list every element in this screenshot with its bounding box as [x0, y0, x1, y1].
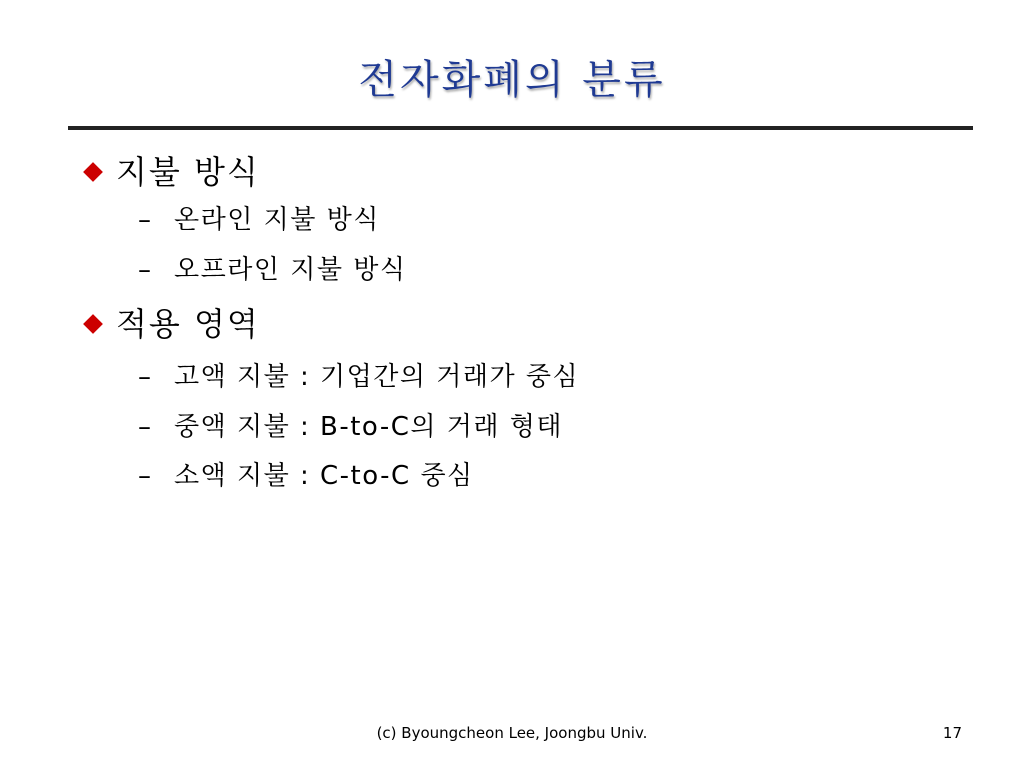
sub-bullet-label: 중액 지불 : B-to-C의 거래 형태: [174, 412, 563, 442]
dash-marker: –: [138, 205, 151, 235]
dash-marker: –: [138, 412, 151, 442]
page-number: 17: [942, 724, 962, 742]
dash-marker: –: [138, 362, 151, 392]
sub-bullet-offline: [138, 252, 406, 288]
sub-bullet-online: [138, 202, 380, 238]
sub-bullet-label: 소액 지불 : C-to-C 중심: [174, 461, 474, 491]
bullet-label: 지불 방식: [116, 153, 260, 191]
bullet-payment-method: [82, 152, 260, 192]
sub-bullet-label: 고액 지불 : 기업간의 거래가 중심: [174, 362, 580, 392]
diamond-bullet-icon: [83, 162, 103, 182]
sub-bullet-high-value: [138, 359, 579, 395]
diamond-bullet-icon: [83, 314, 103, 334]
sub-bullet-label: 오프라인 지불 방식: [174, 255, 407, 285]
bullet-application-area: [82, 304, 260, 344]
sub-bullet-label: 온라인 지불 방식: [174, 205, 380, 235]
sub-bullet-micro-value: [138, 458, 474, 494]
slide-title: 전자화폐의 분류: [358, 57, 666, 103]
sub-bullet-mid-value: [138, 409, 563, 445]
bullet-label: 적용 영역: [116, 305, 260, 343]
dash-marker: –: [138, 255, 151, 285]
dash-marker: –: [138, 461, 151, 491]
footer-credit: (c) Byoungcheon Lee, Joongbu Univ.: [376, 724, 648, 742]
